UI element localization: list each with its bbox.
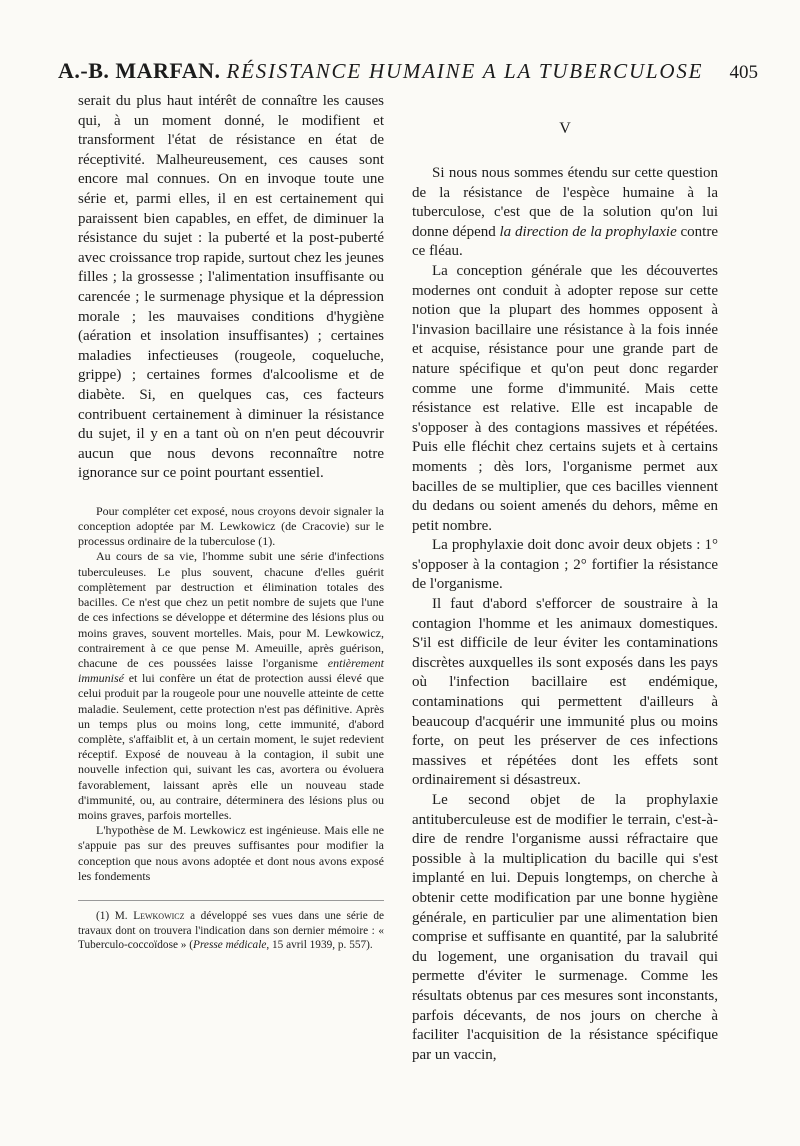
footnote-author-name: Lewkowicz (133, 909, 185, 922)
footnote-text-b: a développé ses vues dans une série de travaux dont on trouvera l'indication dans son dernier mémoire : « Tuberculo-coccoïdose » ( (78, 909, 385, 952)
right-paragraph-5: Le second objet de la prophylaxie antituberculeuse est de modifier le terrain, c'est-à-dire de rendre l'organisme aussi réfractaire que possible à la multiplication du bacille qui s'est implanté en lui. Depuis longtemps, on cherche à obtenir cette modification par une bonne hygiène générale, en particulier par une alimentation bien comprise et suffisante en quantité, par la salubrité du logement, une organisation du travail qui permette d'éviter le surmenage. Comme les résultats obtenus par ces mesures sont inconstants, parfois décevants, de nos jours on cherche à faciliter l'acquisition de la résistance spécifique par un vaccin, (412, 792, 718, 1063)
right-paragraph-1-text-b: contre ce fléau. (412, 223, 718, 260)
right-paragraph-1 (412, 164, 718, 262)
footnote-marker: (1) M. (96, 909, 128, 922)
right-paragraph-3: La prophylaxie doit donc avoir deux objets : 1° s'opposer à la contagion ; 2° fortifier la résistance de l'organisme. (412, 537, 718, 593)
small-paragraph-2-text-b: et lui confère un état de protection aussi élevé que celui produit par la rougeole pour une nouvelle atteinte de cette maladie. Seulement, cette protection n'est pas définitive. Après un temps plus ou moins long, cette immunité, d'abord complète, s'affaiblit et, à un certain moment, le sujet redevient réceptif. Exposé de nouveau à la contagion, il subit une nouvelle infection qui, suivant les cas, avortera ou évoluera favorablement, laissant après elle un nouveau stade d'immunité, ou, au contraire, déterminera des lésions plus ou moins graves, parfois mortelles. (78, 671, 385, 822)
left-column (78, 92, 384, 953)
right-paragraph-1-text-a: Si nous nous sommes étendu sur cette question de la résistance de l'espèce humaine à la tuberculose, c'est que de la solution qu'on lui donne dépend (412, 165, 718, 240)
footnote-text-c: , 15 avril 1939, p. 557). (266, 939, 373, 952)
left-main-paragraph: serait du plus haut intérêt de connaître les causes qui, à un moment donné, le modifient et transforment l'état de résistance en état de réceptivité. Malheureusement, ces causes sont encore mal connues. On en invoque toute une série et, parmi elles, il en est certainement qui paraissent bien capables, en effet, de diminuer la résistance du sujet : la puberté et la post-puberté avec croissance trop rapide, surtout chez les jeunes filles ; la grossesse ; l'alimentation insuffisante ou carencée ; le surmenage physique et la dépression morale ; les mauvaises conditions d'hygiène (aération et insolation insuffisantes) ; certaines maladies infectieuses (rougeole, coqueluche, grippe) ; certaines formes d'alcoolisme et de diabète. Si, en quelques cas, ces facteurs contribuent certainement à diminuer la résistance du sujet, il y en a tant où on n'en peut découvrir aucun que nous devons reconnaître notre ignorance sur ce point pourtant essentiel. (78, 93, 384, 482)
small-paragraph-2-text-a: Au cours de sa vie, l'homme subit une série d'infections tuberculeuses. Le plus souvent, chacune d'elles guérit complètement par destruction et élimination totales des bacilles. Ce n'est que chez un petit nombre de sujets que l'une de ces infections se développe et détermine des lésions plus ou moins graves, souvent mortelles. Mais, pour M. Lewkowicz, contrairement à ce que pense M. Ameuille, après guérison, chacune de ces poussées laisse l'organisme (78, 549, 384, 670)
right-paragraph-1-italic: la direction de la prophylaxie (499, 223, 677, 240)
footnote-separator (78, 900, 384, 901)
page-number: 405 (729, 62, 758, 83)
small-paragraph-2-italic: entièrement immunisé (78, 655, 384, 686)
header-title: RÉSISTANCE HUMAINE A LA TUBERCULOSE (226, 59, 704, 83)
footnote (78, 909, 384, 953)
right-paragraph-2: La conception générale que les découvertes modernes ont conduit à adopter repose sur cette notion que la plupart des hommes opposent à l'invasion bacillaire une résistance à la fois innée et acquise, résistance pour une grande part de nature spécifique et qu'on peut donc regarder comme une forme d'immunité. Mais cette résistance est relative. Elle est incapable de s'opposer à des contagions massives et répétées. Puis elle fléchit chez certains sujets et à certains moments ; dès lors, l'organisme permet aux bacilles de se multiplier, que ces bacilles viennent du dedans ou soient amenés du dehors, même en petit nombre. (412, 262, 718, 534)
small-paragraph-2 (78, 549, 384, 823)
small-paragraph-3: L'hypothèse de M. Lewkowicz est ingénieuse. Mais elle ne s'appuie pas sur des preuves suffisantes pour modifier la conception que nous avons adoptée et dont nous avons exposé les fondements (78, 823, 384, 883)
section-heading: V (559, 120, 571, 137)
small-print-block (78, 504, 384, 884)
right-paragraph-4: Il faut d'abord s'efforcer de soustraire à la contagion l'homme et les animaux domestiques. S'il est difficile de leur éviter les contaminations discrètes auxquelles ils sont exposés dans les pays où l'infection bacillaire est endémique, contaminations qui permettent d'ailleurs à beaucoup d'acquérir une immunité plus ou moins forte, on peut les préserver de ces infections massives et répétées dont les effets sont ordinairement si désastreux. (412, 596, 718, 789)
right-column (412, 92, 718, 1065)
small-paragraph-1: Pour compléter cet exposé, nous croyons devoir signaler la conception adoptée par M. Lewkowicz (de Cracovie) sur le processus ordinaire de la tuberculose (1). (78, 503, 384, 549)
header-author: A.-B. MARFAN. (58, 58, 221, 83)
running-header (58, 58, 758, 92)
footnote-journal: Presse médicale (193, 939, 267, 952)
